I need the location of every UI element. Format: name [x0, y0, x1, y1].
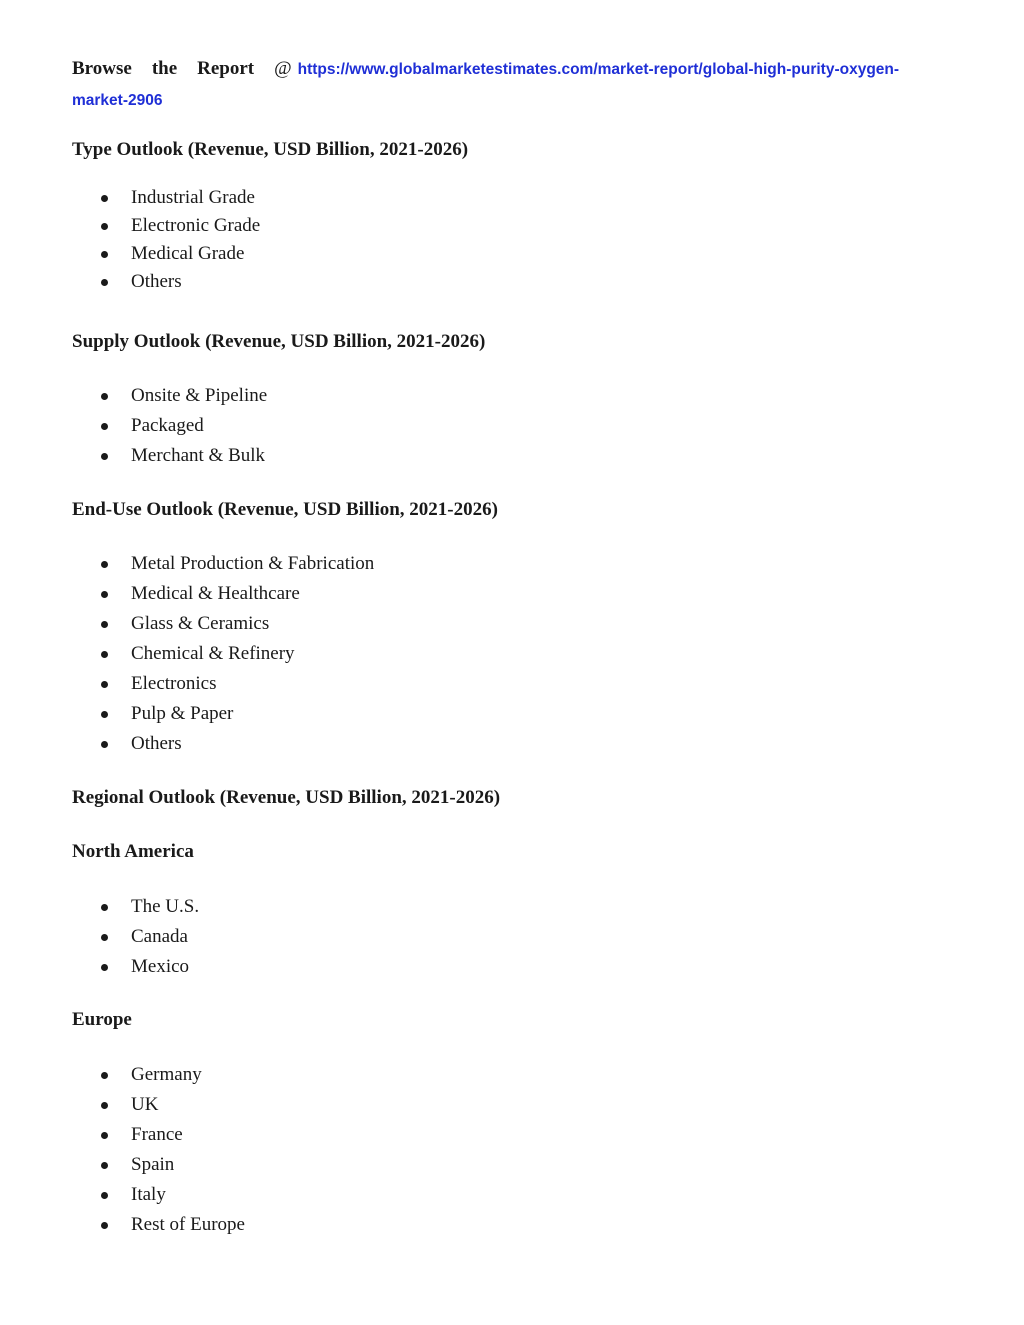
bullet-icon: [101, 195, 108, 202]
list-item-label: Glass & Ceramics: [131, 613, 270, 634]
list-item-label: Others: [131, 271, 182, 292]
list-item: [72, 609, 374, 639]
bullet-icon: [101, 393, 108, 400]
list-item: [72, 441, 267, 471]
list-item-label: Packaged: [131, 415, 204, 436]
north-america-heading: North America: [72, 841, 194, 862]
list-item: [72, 381, 267, 411]
north-america-list: [72, 892, 199, 982]
bullet-icon: [101, 1102, 108, 1109]
bullet-icon: [101, 1072, 108, 1079]
list-item-label: Medical Grade: [131, 243, 245, 264]
list-item: [72, 729, 374, 759]
type-outlook-heading: Type Outlook (Revenue, USD Billion, 2021-2026): [72, 139, 469, 160]
list-item-label: Industrial Grade: [131, 187, 255, 208]
list-item-label: UK: [131, 1094, 159, 1115]
list-item-label: Electronic Grade: [131, 215, 261, 236]
bullet-icon: [101, 591, 108, 598]
bullet-icon: [101, 934, 108, 941]
browse-word: Report: [197, 58, 255, 79]
list-item-label: Others: [131, 733, 182, 754]
list-item-label: Italy: [131, 1184, 166, 1205]
bullet-icon: [101, 453, 108, 460]
bullet-icon: [101, 711, 108, 718]
list-item-label: Germany: [131, 1064, 202, 1085]
bullet-icon: [101, 561, 108, 568]
list-item: [72, 952, 199, 982]
list-item-label: Mexico: [131, 956, 190, 977]
list-item: [72, 184, 260, 212]
list-item-label: Medical & Healthcare: [131, 583, 300, 604]
list-item: [72, 892, 199, 922]
list-item: [72, 1090, 245, 1120]
bullet-icon: [101, 904, 108, 911]
list-item: [72, 922, 199, 952]
browse-word: Browse: [72, 58, 132, 79]
bullet-icon: [101, 651, 108, 658]
list-item: [72, 268, 260, 296]
bullet-icon: [101, 964, 108, 971]
list-item: [72, 1060, 245, 1090]
supply-outlook-list: [72, 381, 267, 471]
list-item-label: The U.S.: [131, 896, 200, 917]
list-item: [72, 212, 260, 240]
bullet-icon: [101, 741, 108, 748]
list-item: [72, 579, 374, 609]
list-item: [72, 669, 374, 699]
bullet-icon: [101, 223, 108, 230]
europe-list: [72, 1060, 245, 1240]
supply-outlook-heading: Supply Outlook (Revenue, USD Billion, 2021-2026): [72, 331, 486, 352]
list-item: [72, 549, 374, 579]
enduse-outlook-heading: End-Use Outlook (Revenue, USD Billion, 2021-2026): [72, 499, 498, 520]
list-item-label: Spain: [131, 1154, 175, 1175]
list-item-label: Metal Production & Fabrication: [131, 553, 375, 574]
list-item: [72, 699, 374, 729]
regional-outlook-heading: Regional Outlook (Revenue, USD Billion, 2021-2026): [72, 787, 501, 808]
bullet-icon: [101, 251, 108, 258]
list-item-label: Chemical & Refinery: [131, 643, 295, 664]
list-item-label: France: [131, 1124, 183, 1145]
bullet-icon: [101, 1132, 108, 1139]
list-item-label: Canada: [131, 926, 188, 947]
list-item-label: Onsite & Pipeline: [131, 385, 268, 406]
browse-report-line: [72, 54, 952, 116]
bullet-icon: [101, 1162, 108, 1169]
browse-word: the: [151, 58, 178, 79]
list-item-label: Merchant & Bulk: [131, 445, 266, 466]
report-link-line1[interactable]: https://www.globalmarketestimates.com/market-report/global-high-purity-oxygen-: [297, 61, 900, 78]
list-item-label: Rest of Europe: [131, 1214, 245, 1235]
list-item: [72, 240, 260, 268]
list-item: [72, 1120, 245, 1150]
europe-heading: Europe: [72, 1009, 132, 1030]
list-item-label: Electronics: [131, 673, 217, 694]
list-item: [72, 411, 267, 441]
bullet-icon: [101, 1222, 108, 1229]
bullet-icon: [101, 423, 108, 430]
bullet-icon: [101, 621, 108, 628]
list-item-label: Pulp & Paper: [131, 703, 234, 724]
bullet-icon: [101, 279, 108, 286]
list-item: [72, 1150, 245, 1180]
bullet-icon: [101, 681, 108, 688]
list-item: [72, 1180, 245, 1210]
at-sign: @: [274, 58, 292, 79]
type-outlook-list: [72, 184, 260, 296]
bullet-icon: [101, 1192, 108, 1199]
list-item: [72, 639, 374, 669]
report-link-line2[interactable]: market-2906: [72, 92, 163, 109]
enduse-outlook-list: [72, 549, 374, 759]
list-item: [72, 1210, 245, 1240]
